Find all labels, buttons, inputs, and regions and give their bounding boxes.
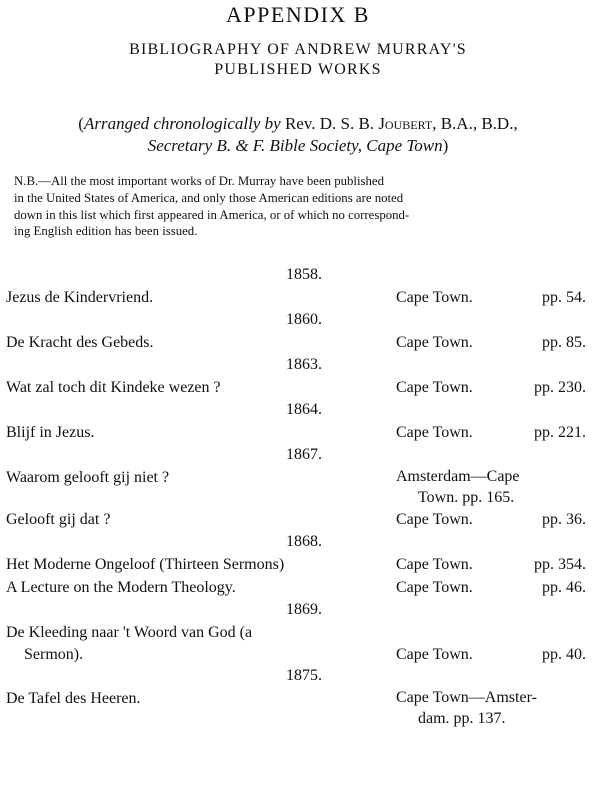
work-title: Het Moderne Ongeloof (Thirteen Sermons) [6, 556, 285, 573]
page-count: pp. 54. [542, 289, 586, 306]
imprint [396, 421, 586, 444]
bibliography-entry [0, 508, 596, 531]
work-title: Waarom gelooft gij niet ? [6, 469, 170, 486]
bibliography-title-line-2: PUBLISHED WORKS [214, 61, 382, 78]
work-title-line-2: Sermon). [24, 646, 84, 663]
note-line: ing English edition has been issued. [14, 224, 198, 239]
page-count: pp. 230. [534, 379, 586, 396]
imprint [396, 687, 586, 729]
page-count: pp. 354. [534, 556, 586, 573]
page-count: pp. 40. [542, 646, 586, 663]
page-count: pp. 85. [542, 334, 586, 351]
credit-arranged: Arranged chronologically by [83, 114, 281, 133]
work-title: De Kracht des Gebeds. [6, 334, 154, 351]
imprint [396, 553, 586, 576]
imprint [396, 466, 586, 508]
credit-line-2 [0, 135, 596, 157]
bibliography-entry [0, 421, 596, 444]
imprint-line-1: Cape Town—Amster- [396, 689, 537, 706]
year-heading: 1875. [286, 667, 322, 684]
page-count: pp. 221. [534, 424, 586, 441]
imprint [396, 286, 586, 309]
year-heading: 1869. [286, 601, 322, 618]
year-heading: 1867. [286, 446, 322, 463]
note-line: in the United States of America, and only those American editions are noted [14, 190, 404, 205]
year-heading: 1860. [286, 311, 322, 328]
credit-position: Secretary B. & F. Bible Society, Cape Town [147, 136, 443, 155]
bibliography-entry [0, 376, 596, 399]
bibliography-entry [0, 466, 596, 510]
bibliography-entry [0, 553, 596, 576]
credit-close-paren: ) [442, 136, 449, 155]
year-heading: 1863. [286, 356, 322, 373]
imprint [396, 508, 586, 531]
place: Cape Town. [396, 646, 473, 663]
credit-rev: Rev. D. S. B. [280, 114, 379, 133]
work-title [6, 621, 252, 666]
work-title: A Lecture on the Modern Theology. [6, 579, 236, 596]
bibliography-entry [0, 576, 596, 599]
place: Cape Town. [396, 511, 473, 528]
work-title: Jezus de Kindervriend. [6, 289, 154, 306]
imprint-line-2: Town. pp. 165. [418, 489, 515, 506]
credit-surname: Joubert [378, 114, 433, 133]
place: Cape Town. [396, 334, 473, 351]
imprint [396, 376, 586, 399]
imprint [396, 331, 586, 354]
note-line: down in this list which first appeared in America, or of which no correspond- [14, 207, 410, 222]
bibliography-entry [0, 621, 596, 665]
bibliography-title [0, 40, 596, 80]
work-title: Wat zal toch dit Kindeke wezen ? [6, 379, 221, 396]
bibliography-entry [0, 286, 596, 309]
year-heading: 1858. [286, 266, 322, 283]
page-count: pp. 36. [542, 511, 586, 528]
place: Cape Town. [396, 289, 473, 306]
work-title-line-1: De Kleeding naar 't Woord van God (a [6, 624, 253, 641]
page-count: pp. 46. [542, 579, 586, 596]
place: Cape Town. [396, 379, 473, 396]
compiler-credit [0, 113, 596, 157]
imprint-line-1: Amsterdam—Cape [396, 468, 520, 485]
place: Cape Town. [396, 556, 473, 573]
credit-open-paren: ( [78, 114, 84, 133]
work-title: Gelooft gij dat ? [6, 511, 111, 528]
imprint [396, 643, 586, 666]
place: Cape Town. [396, 579, 473, 596]
imprint-line-2: dam. pp. 137. [418, 710, 506, 727]
bibliography-entry [0, 687, 596, 731]
imprint [396, 576, 586, 599]
bibliography-entry [0, 331, 596, 354]
credit-line-1 [0, 113, 596, 135]
appendix-heading: APPENDIX B [226, 2, 370, 27]
editorial-note [14, 173, 586, 240]
note-line: N.B.—All the most important works of Dr. Murray have been published [14, 174, 384, 188]
credit-degrees: , B.A., B.D., [432, 114, 518, 133]
place: Cape Town. [396, 424, 473, 441]
work-title: De Tafel des Heeren. [6, 690, 141, 707]
year-heading: 1864. [286, 401, 322, 418]
year-heading: 1868. [286, 533, 322, 550]
bibliography-title-line-1: BIBLIOGRAPHY OF ANDREW MURRAY'S [129, 41, 467, 58]
bibliography-list [0, 264, 596, 731]
work-title: Blijf in Jezus. [6, 424, 95, 441]
